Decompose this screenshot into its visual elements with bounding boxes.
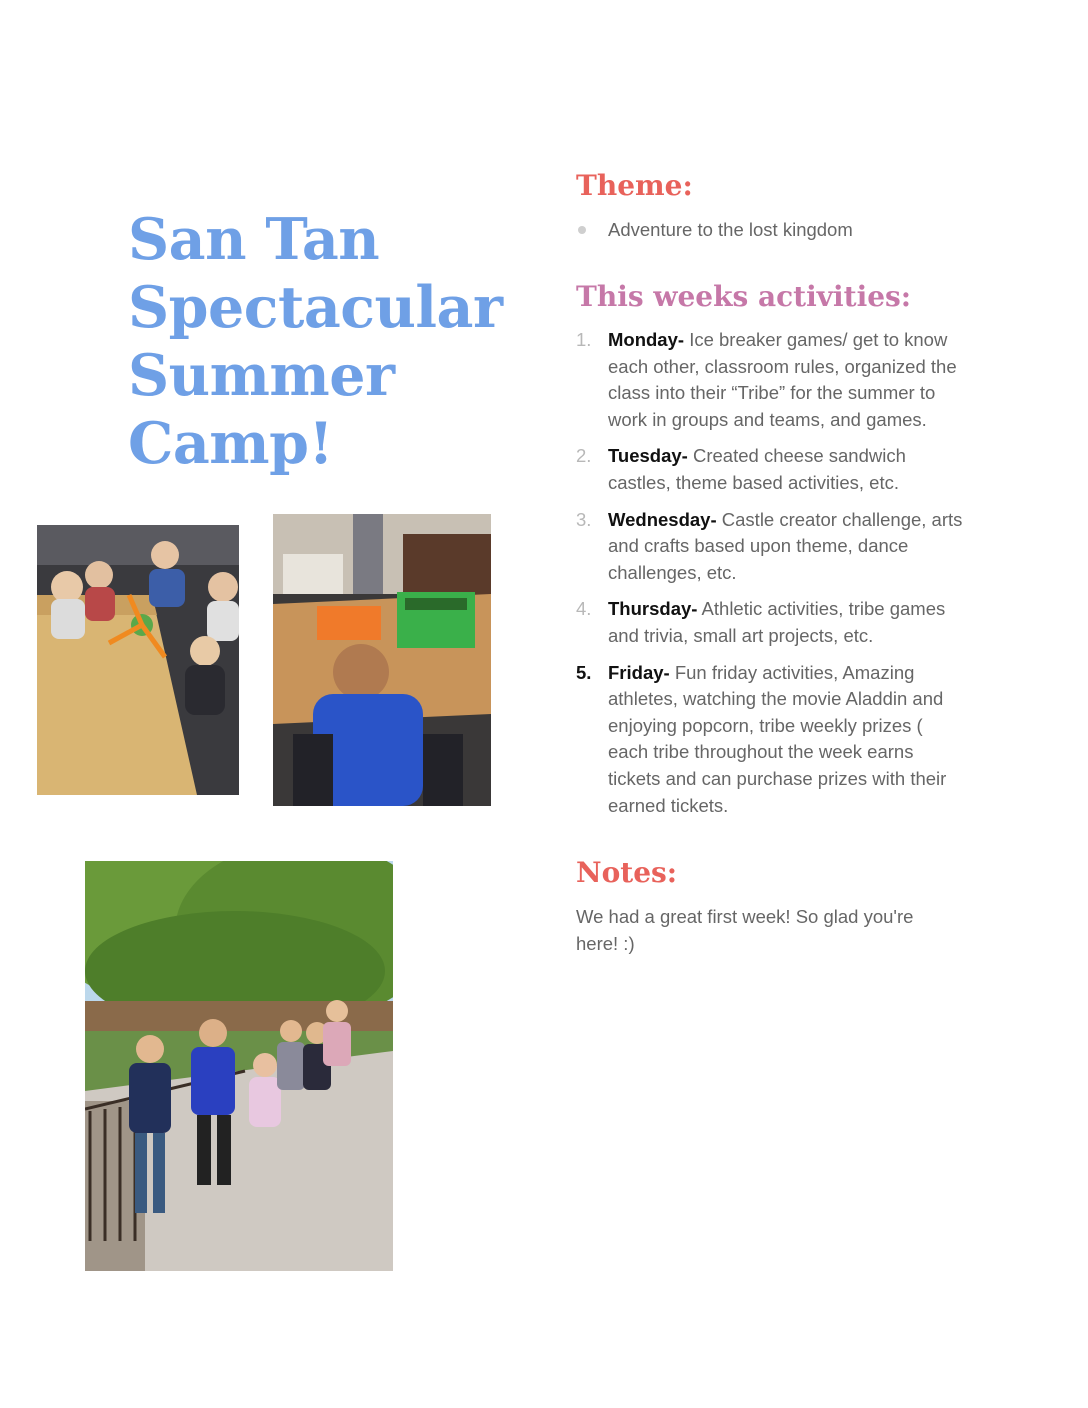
photo-group-outdoors xyxy=(85,861,393,1271)
notes-heading: Notes: xyxy=(576,856,678,890)
day-label: Thursday- xyxy=(608,598,698,620)
list-item xyxy=(576,216,976,243)
bullet-icon xyxy=(578,226,586,234)
photo-kids-playing-game xyxy=(37,525,239,795)
day-label: Friday- xyxy=(608,661,670,683)
item-number: 2. xyxy=(576,445,592,467)
activity-text: Athletic activities, tribe games and trivia, small art projects, etc. xyxy=(608,598,946,646)
list-item xyxy=(576,507,963,587)
item-number: 1. xyxy=(576,329,592,350)
activity-text: Castle creator challenge, arts and crafts based upon theme, dance challenges, etc. xyxy=(608,508,963,583)
info-column xyxy=(576,166,976,957)
item-number: 4. xyxy=(576,598,592,620)
activity-text: Fun friday activities, Amazing athletes, watching the movie Aladdin and enjoying popcorn, tribe weekly prizes ( each tribe throughout the week earns tickets and can purchase prizes with their earned tickets. xyxy=(608,661,947,816)
notes-text: We had a great first week! So glad you're here! :) xyxy=(576,906,914,955)
day-label: Tuesday- xyxy=(608,445,688,467)
activities-heading: This weeks activities: xyxy=(576,280,912,313)
list-item xyxy=(576,443,963,496)
activities-list xyxy=(576,327,976,819)
page-title: San Tan Spectacular Summer Camp! xyxy=(128,206,503,477)
day-label: Monday- xyxy=(608,329,685,350)
theme-list xyxy=(576,216,976,243)
theme-heading: Theme: xyxy=(576,169,693,202)
day-label: Wednesday- xyxy=(608,508,717,530)
list-item xyxy=(576,660,963,820)
list-item xyxy=(576,596,963,649)
list-item xyxy=(576,327,963,433)
photo-boy-building-blocks xyxy=(273,514,491,806)
item-number: 5. xyxy=(576,661,592,683)
theme-text: Adventure to the lost kingdom xyxy=(608,219,853,240)
item-number: 3. xyxy=(576,508,592,530)
activity-text: Created cheese sandwich castles, theme based activities, etc. xyxy=(608,445,906,493)
activity-text: Ice breaker games/ get to know each other, classroom rules, organized the class into their “Tribe” for the summer to work in groups and teams, and games. xyxy=(608,329,957,430)
